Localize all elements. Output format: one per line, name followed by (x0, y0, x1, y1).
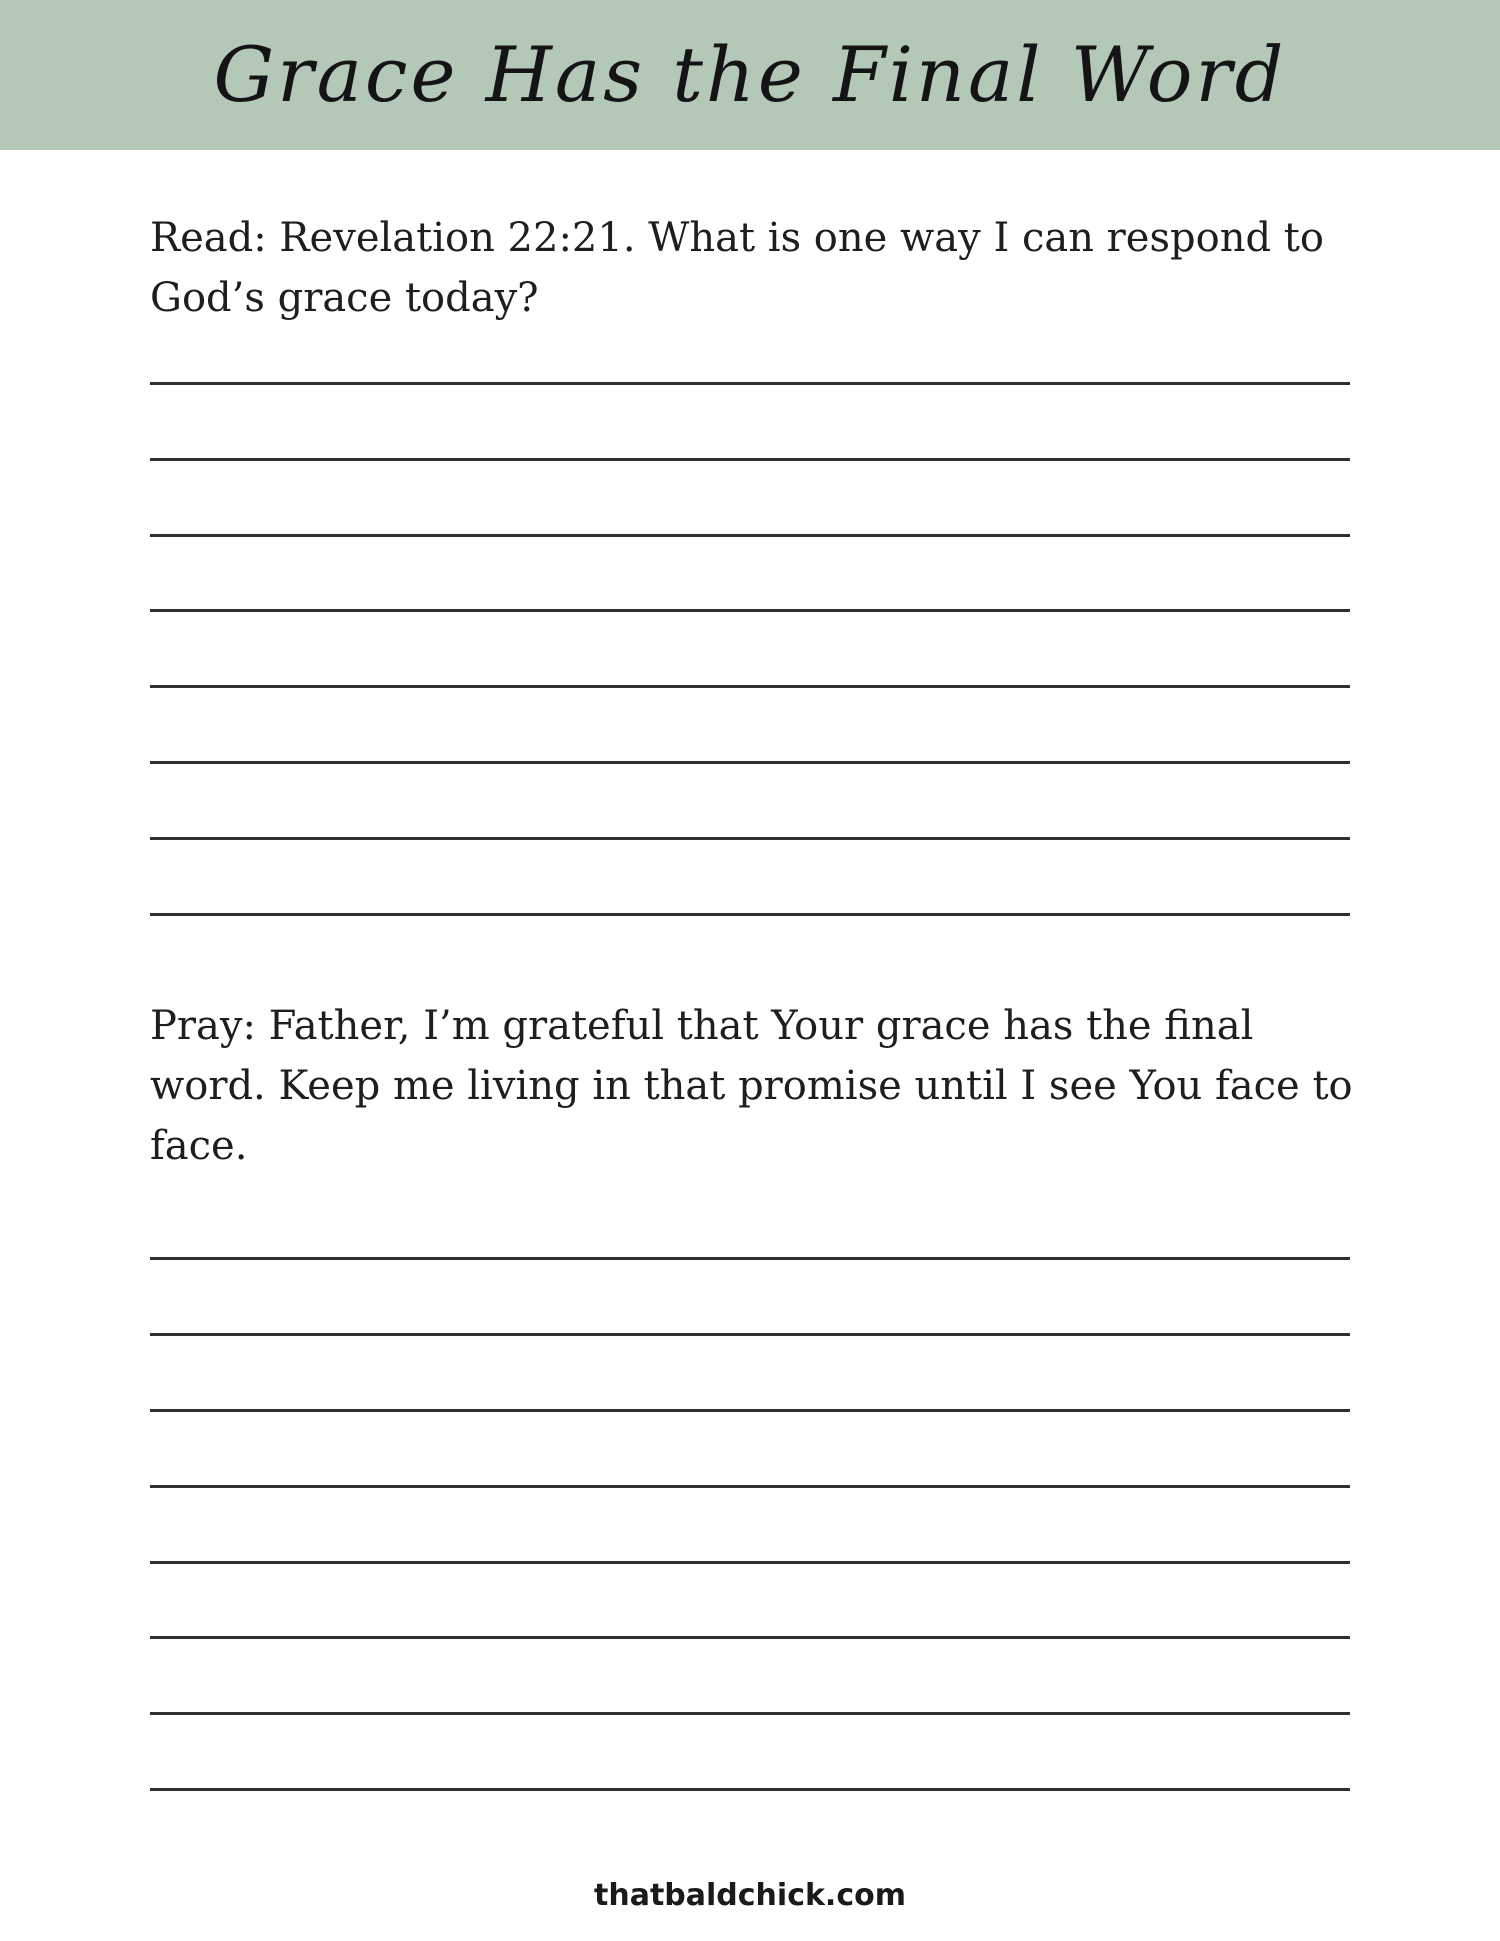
footer-website: thatbaldchick.com (594, 1878, 906, 1913)
writing-line (150, 837, 1350, 840)
writing-line (150, 913, 1350, 916)
page-title: Grace Has the Final Word (213, 30, 1287, 119)
writing-line (150, 1712, 1350, 1715)
writing-line (150, 609, 1350, 612)
writing-line (150, 1257, 1350, 1260)
writing-line (150, 1333, 1350, 1336)
writing-line (150, 1636, 1350, 1639)
writing-line (150, 1485, 1350, 1488)
writing-line (150, 534, 1350, 537)
writing-line (150, 382, 1350, 385)
writing-line (150, 761, 1350, 764)
writing-line (150, 1561, 1350, 1564)
writing-line (150, 1409, 1350, 1412)
writing-line (150, 1788, 1350, 1791)
pray-prompt: Pray: Father, I’m grateful that Your grace has the final word. Keep me living in that promise until I see You face to face. (150, 1003, 1353, 1169)
writing-line (150, 685, 1350, 688)
read-prompt: Read: Revelation 22:21. What is one way I can respond to God’s grace today? (150, 215, 1324, 321)
writing-line (150, 458, 1350, 461)
